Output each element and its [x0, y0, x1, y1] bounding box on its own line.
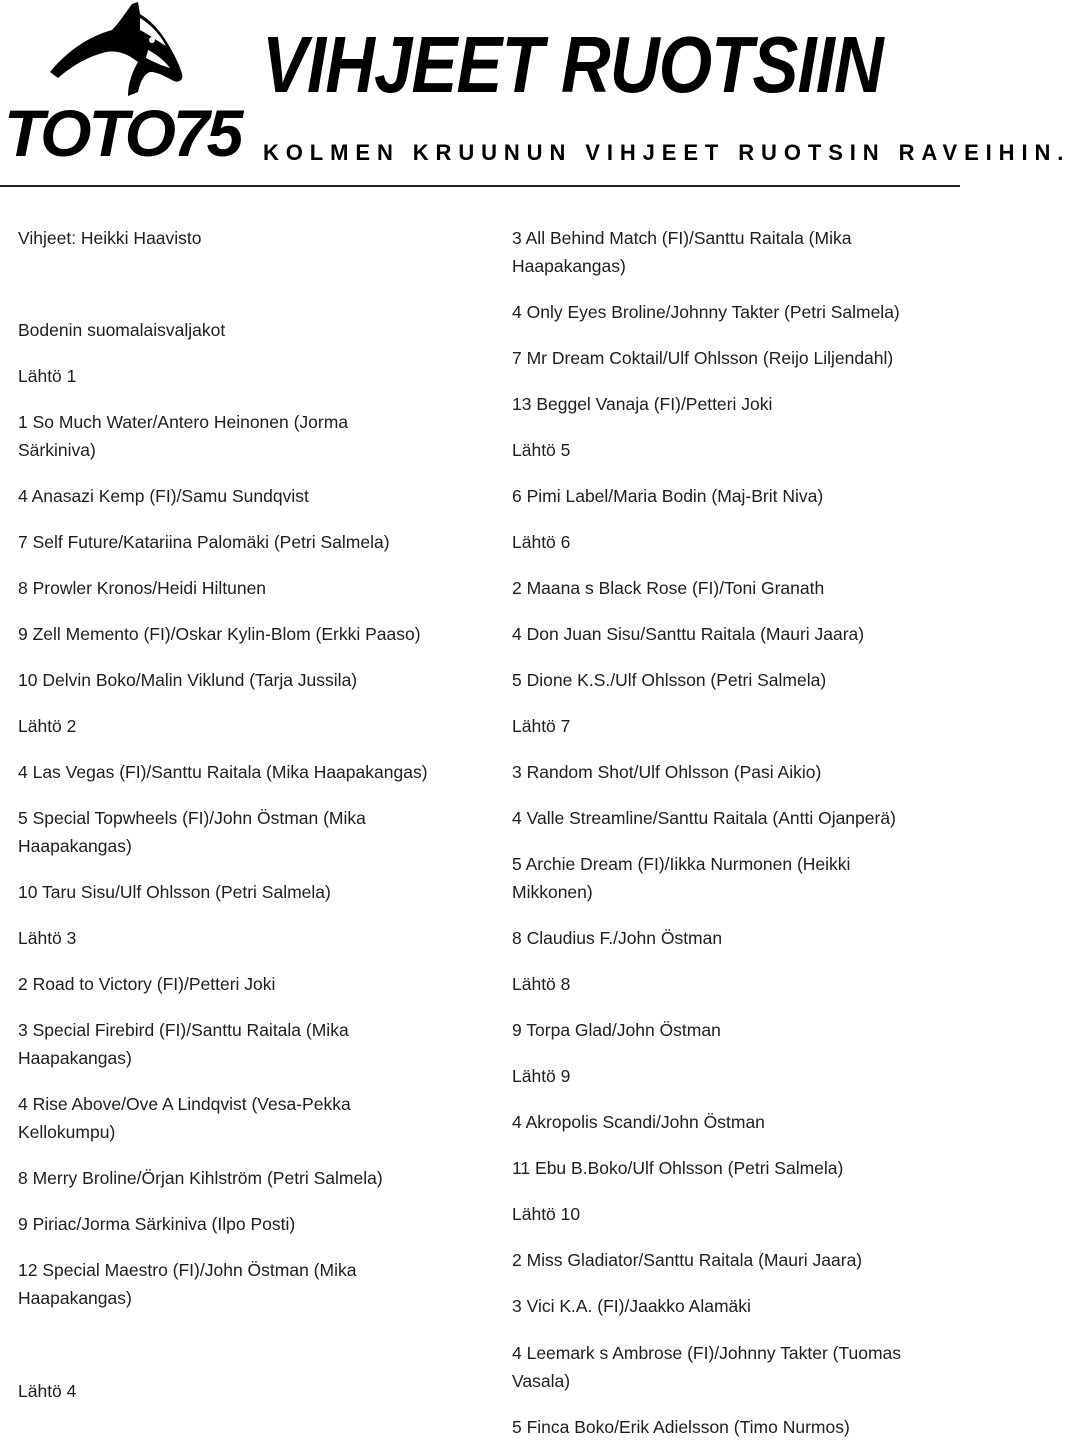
list-item: 5 Finca Boko/Erik Adielsson (Timo Nurmos) [512, 1417, 850, 1437]
list-item: 4 Only Eyes Broline/Johnny Takter (Petri Salmela) [512, 302, 900, 322]
list-item: 4 Rise Above/Ove A Lindqvist (Vesa-Pekka [18, 1094, 351, 1114]
list-item: 7 Mr Dream Coktail/Ulf Ohlsson (Reijo Liljendahl) [512, 348, 894, 368]
list-item: 3 Vici K.A. (FI)/Jaakko Alamäki [512, 1296, 751, 1316]
list-item: Mikkonen) [512, 882, 593, 902]
list-item: 9 Zell Memento (FI)/Oskar Kylin-Blom (Erkki Paaso) [18, 624, 421, 644]
page-subtitle: KOLMEN KRUUNUN VIHJEET RUOTSIN RAVEIHIN. [263, 140, 1070, 165]
list-item: 8 Prowler Kronos/Heidi Hiltunen [18, 578, 267, 598]
list-item: 8 Merry Broline/Örjan Kihlström (Petri Salmela) [18, 1168, 383, 1188]
race-heading: Lähtö 5 [512, 440, 571, 460]
race-heading: Lähtö 3 [18, 928, 77, 948]
list-item: 8 Claudius F./John Östman [512, 928, 723, 948]
list-item: 11 Ebu B.Boko/Ulf Ohlsson (Petri Salmela) [512, 1158, 844, 1178]
race-heading: Lähtö 4 [18, 1381, 77, 1401]
logo-text: TOTO75 [4, 96, 241, 170]
list-item: Haapakangas) [18, 1288, 132, 1308]
list-item: 5 Dione K.S./Ulf Ohlsson (Petri Salmela) [512, 670, 827, 690]
list-item: 5 Special Topwheels (FI)/John Östman (Mika [18, 808, 366, 828]
list-item: Särkiniva) [18, 440, 96, 460]
horse-head-logo-icon [28, 0, 208, 110]
list-item: 10 Delvin Boko/Malin Viklund (Tarja Jussila) [18, 670, 358, 690]
race-heading: Lähtö 10 [512, 1204, 581, 1224]
list-item: 2 Road to Victory (FI)/Petteri Joki [18, 974, 276, 994]
list-item: 2 Maana s Black Rose (FI)/Toni Granath [512, 578, 825, 598]
author-line: Vihjeet: Heikki Haavisto [18, 228, 202, 248]
list-item: 3 All Behind Match (FI)/Santtu Raitala (Mika [512, 228, 852, 248]
list-item: Haapakangas) [18, 836, 132, 856]
list-item: 13 Beggel Vanaja (FI)/Petteri Joki [512, 394, 773, 414]
header-divider [0, 185, 960, 187]
list-item: Vasala) [512, 1371, 571, 1391]
list-item: 4 Leemark s Ambrose (FI)/Johnny Takter (Tuomas [512, 1343, 902, 1363]
list-item: 5 Archie Dream (FI)/Iikka Nurmonen (Heikki [512, 854, 851, 874]
list-item: 6 Pimi Label/Maria Bodin (Maj-Brit Niva) [512, 486, 824, 506]
list-item: 4 Las Vegas (FI)/Santtu Raitala (Mika Haapakangas) [18, 762, 428, 782]
list-item: 4 Don Juan Sisu/Santtu Raitala (Mauri Jaara) [512, 624, 865, 644]
list-item: 10 Taru Sisu/Ulf Ohlsson (Petri Salmela) [18, 882, 331, 902]
page-title: VIHJEET RUOTSIIN [262, 20, 883, 109]
race-heading: Lähtö 8 [512, 974, 571, 994]
list-item: 3 Random Shot/Ulf Ohlsson (Pasi Aikio) [512, 762, 822, 782]
race-heading: Lähtö 2 [18, 716, 77, 736]
race-heading: Lähtö 6 [512, 532, 571, 552]
list-item: 2 Miss Gladiator/Santtu Raitala (Mauri Jaara) [512, 1250, 863, 1270]
list-item: 4 Valle Streamline/Santtu Raitala (Antti Ojanperä) [512, 808, 896, 828]
list-item: 4 Anasazi Kemp (FI)/Samu Sundqvist [18, 486, 309, 506]
list-item: 3 Special Firebird (FI)/Santtu Raitala (Mika [18, 1020, 349, 1040]
section-heading: Bodenin suomalaisvaljakot [18, 320, 226, 340]
race-heading: Lähtö 7 [512, 716, 571, 736]
list-item: Kellokumpu) [18, 1122, 116, 1142]
list-item: 7 Self Future/Katariina Palomäki (Petri Salmela) [18, 532, 390, 552]
list-item: 12 Special Maestro (FI)/John Östman (Mika [18, 1260, 357, 1280]
list-item: 9 Piriac/Jorma Särkiniva (Ilpo Posti) [18, 1214, 296, 1234]
race-heading: Lähtö 9 [512, 1066, 571, 1086]
list-item: 9 Torpa Glad/John Östman [512, 1020, 721, 1040]
list-item: 4 Akropolis Scandi/John Östman [512, 1112, 765, 1132]
page-header [0, 0, 1070, 190]
list-item: 1 So Much Water/Antero Heinonen (Jorma [18, 412, 349, 432]
race-heading: Lähtö 1 [18, 366, 77, 386]
list-item: Haapakangas) [512, 256, 626, 276]
list-item: Haapakangas) [18, 1048, 132, 1068]
